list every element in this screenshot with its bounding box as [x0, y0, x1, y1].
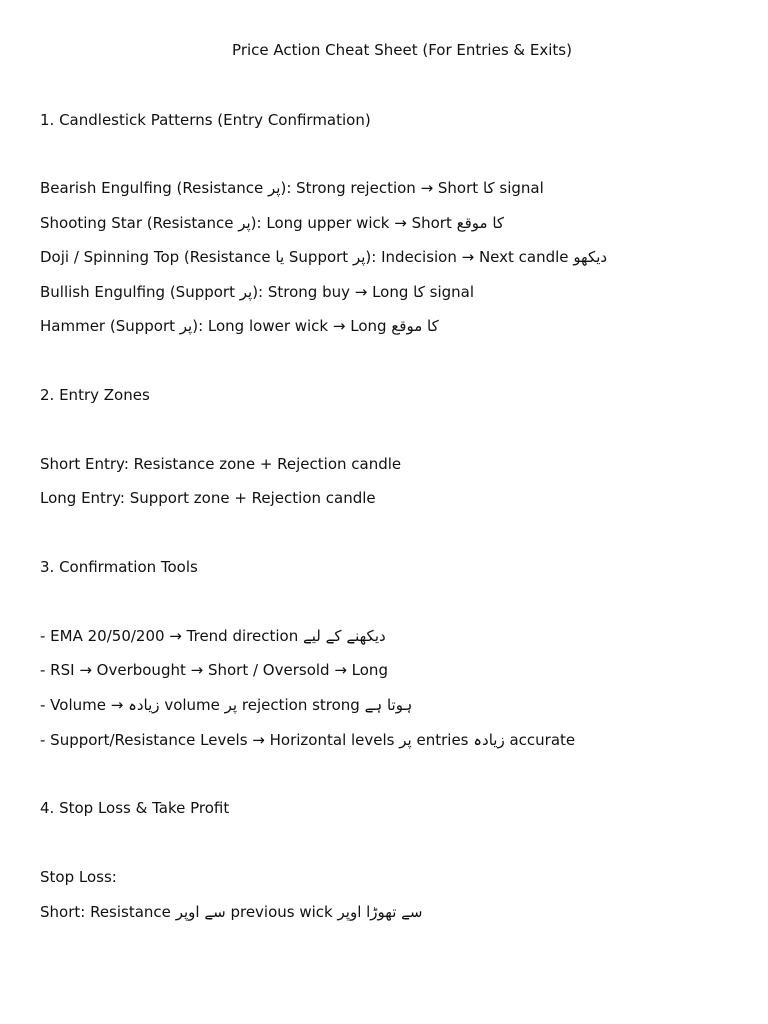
- list-item: Short: Resistance سے اوپر previous wick سے تھوڑا اوپر: [40, 903, 423, 921]
- list-item: Stop Loss:: [40, 868, 117, 886]
- list-item: Shooting Star (Resistance پر): Long upper wick → Short کا موقع: [40, 214, 505, 232]
- list-item: Long Entry: Support zone + Rejection candle: [40, 489, 376, 507]
- section-heading-confirmation-tools: 3. Confirmation Tools: [40, 558, 198, 576]
- list-item: Bearish Engulfing (Resistance پر): Strong rejection → Short کا signal: [40, 179, 544, 197]
- list-item: Bullish Engulfing (Support پر): Strong buy → Long کا signal: [40, 283, 475, 301]
- section-heading-stop-loss-take-profit: 4. Stop Loss & Take Profit: [40, 799, 230, 817]
- list-item: Hammer (Support پر): Long lower wick → Long کا موقع: [40, 317, 439, 335]
- list-item: - EMA 20/50/200 → Trend direction دیکھنے کے لیے: [40, 627, 386, 645]
- section-heading-candlestick-patterns: 1. Candlestick Patterns (Entry Confirmation): [40, 111, 371, 129]
- document-title: Price Action Cheat Sheet (For Entries & Exits): [232, 41, 572, 59]
- list-item: - Support/Resistance Levels → Horizontal levels پر entries زیادہ accurate: [40, 731, 576, 749]
- list-item: Doji / Spinning Top (Resistance یا Support پر): Indecision → Next candle دیکھو: [40, 248, 608, 266]
- list-item: - Volume → زیادہ volume پر rejection strong ہوتا ہے: [40, 696, 413, 714]
- list-item: - RSI → Overbought → Short / Oversold → Long: [40, 661, 388, 679]
- list-item: Short Entry: Resistance zone + Rejection candle: [40, 455, 402, 473]
- section-heading-entry-zones: 2. Entry Zones: [40, 386, 150, 404]
